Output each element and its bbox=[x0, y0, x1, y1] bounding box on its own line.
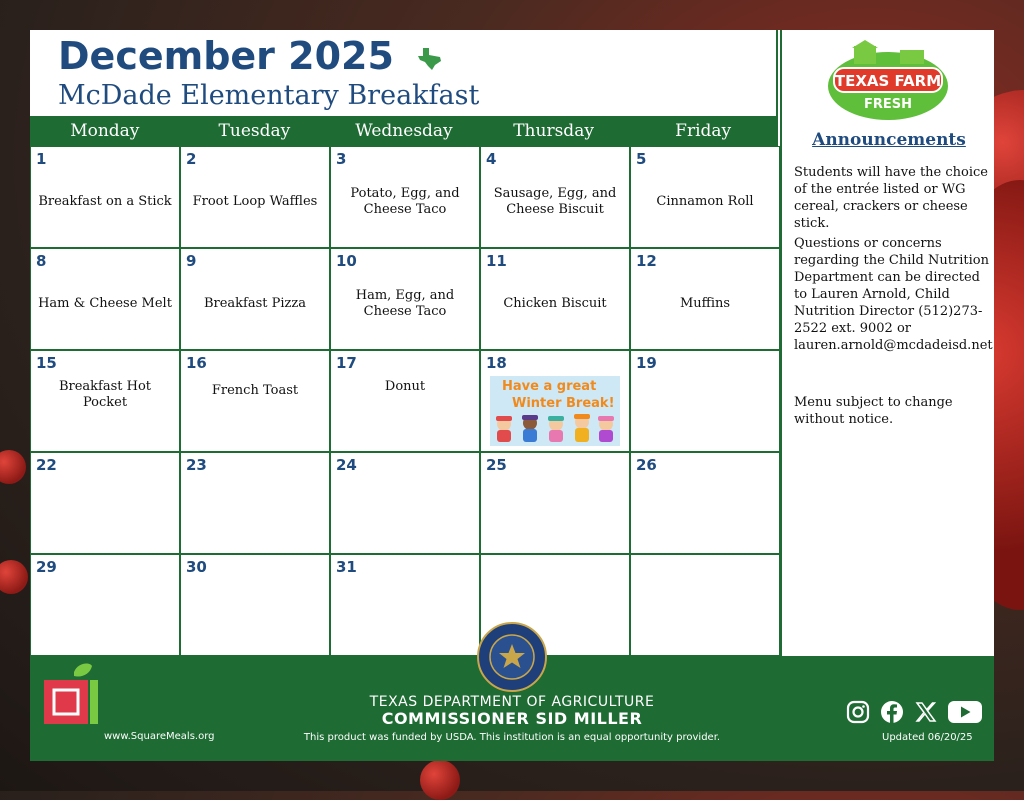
menu-item: Donut bbox=[384, 379, 426, 394]
menu-sheet bbox=[30, 30, 994, 761]
social-links bbox=[846, 700, 982, 724]
day-number: 12 bbox=[636, 252, 657, 270]
calendar-day-cell bbox=[630, 350, 780, 452]
calendar-day-cell bbox=[330, 146, 480, 248]
calendar-day-cell bbox=[180, 248, 330, 350]
header bbox=[30, 30, 778, 116]
menu-item: Ham, Egg, and Cheese Taco bbox=[355, 288, 455, 319]
announcements-title: Announcements bbox=[812, 130, 966, 150]
calendar-day-cell bbox=[630, 146, 780, 248]
commissioner-name: COMMISSIONER SID MILLER bbox=[381, 709, 643, 728]
calendar-day-cell bbox=[330, 554, 480, 656]
menu-item: Potato, Egg, and Cheese Taco bbox=[350, 186, 460, 217]
calendar-day-cell bbox=[480, 146, 630, 248]
day-number: 30 bbox=[186, 558, 207, 576]
logo-text-line2: FRESH bbox=[863, 97, 913, 112]
calendar-day-cell bbox=[180, 146, 330, 248]
calendar-day-cell bbox=[630, 248, 780, 350]
day-number: 11 bbox=[486, 252, 507, 270]
instagram-icon[interactable] bbox=[846, 700, 870, 724]
calendar-day-cell bbox=[330, 350, 480, 452]
footer bbox=[30, 656, 994, 761]
texas-agriculture-seal-icon bbox=[477, 622, 547, 692]
facebook-icon[interactable] bbox=[880, 700, 904, 724]
x-icon[interactable] bbox=[914, 700, 938, 724]
day-number: 1 bbox=[36, 150, 47, 168]
day-number: 22 bbox=[36, 456, 57, 474]
menu-item: Cinnamon Roll bbox=[656, 194, 754, 209]
day-number: 2 bbox=[186, 150, 197, 168]
background-berry bbox=[0, 560, 28, 594]
day-number: 5 bbox=[636, 150, 647, 168]
winter-break-banner bbox=[490, 376, 620, 446]
calendar-grid bbox=[30, 146, 780, 656]
weekday-header: Tuesday bbox=[218, 121, 291, 141]
weekday-header: Friday bbox=[675, 121, 732, 141]
day-number: 3 bbox=[336, 150, 347, 168]
day-number: 26 bbox=[636, 456, 657, 474]
logo-text-line1: TEXAS FARM bbox=[834, 72, 942, 90]
funding-note: This product was funded by USDA. This institution is an equal opportunity provider. bbox=[303, 732, 721, 743]
menu-item: Breakfast Hot Pocket bbox=[58, 379, 152, 410]
calendar-day-cell bbox=[30, 350, 180, 452]
background-berry bbox=[0, 450, 26, 484]
day-number: 24 bbox=[336, 456, 357, 474]
day-number: 10 bbox=[336, 252, 357, 270]
day-number: 16 bbox=[186, 354, 207, 372]
day-number: 15 bbox=[36, 354, 57, 372]
calendar-day-cell bbox=[480, 350, 630, 452]
menu-item: Sausage, Egg, and Cheese Biscuit bbox=[493, 186, 617, 217]
day-number: 17 bbox=[336, 354, 357, 372]
menu-item: Ham & Cheese Melt bbox=[38, 296, 172, 311]
calendar-day-cell bbox=[30, 146, 180, 248]
youtube-icon[interactable] bbox=[948, 700, 982, 724]
agency-name: TEXAS DEPARTMENT OF AGRICULTURE bbox=[369, 694, 655, 710]
calendar-day-cell bbox=[330, 452, 480, 554]
updated-date: Updated 06/20/25 bbox=[882, 732, 973, 743]
calendar-day-cell bbox=[480, 248, 630, 350]
day-number: 18 bbox=[486, 354, 507, 372]
announcement-paragraph: Questions or concerns regarding the Child Nutrition Department can be directed to Lauren Arnold, Child Nutrition Director (512)273-2522 ext. 9002 or lauren.arnold@mcdadeisd.net bbox=[794, 236, 993, 353]
calendar-day-cell bbox=[30, 248, 180, 350]
winter-banner-line1: Have a great bbox=[502, 379, 597, 394]
menu-item: Breakfast on a Stick bbox=[38, 194, 172, 209]
menu-item: French Toast bbox=[211, 383, 299, 398]
weekday-header: Thursday bbox=[513, 121, 594, 141]
calendar-day-cell bbox=[330, 248, 480, 350]
day-number: 23 bbox=[186, 456, 207, 474]
calendar-day-cell bbox=[630, 452, 780, 554]
menu-item: Muffins bbox=[679, 296, 731, 311]
menu-item: Froot Loop Waffles bbox=[192, 194, 318, 209]
calendar-day-cell bbox=[180, 452, 330, 554]
calendar-day-cell bbox=[180, 350, 330, 452]
announcements-sidebar bbox=[780, 30, 994, 656]
winter-banner-line2: Winter Break! bbox=[512, 396, 615, 411]
page-title: December 2025 bbox=[58, 34, 443, 78]
calendar-day-cell bbox=[180, 554, 330, 656]
calendar-day-cell bbox=[30, 452, 180, 554]
calendar-day-cell bbox=[480, 452, 630, 554]
day-number: 9 bbox=[186, 252, 197, 270]
calendar-day-cell bbox=[30, 554, 180, 656]
weekday-header: Wednesday bbox=[355, 121, 453, 141]
day-number: 8 bbox=[36, 252, 47, 270]
menu-item: Breakfast Pizza bbox=[203, 296, 307, 311]
texas-state-icon bbox=[417, 47, 443, 71]
weekday-header-row bbox=[30, 116, 778, 146]
weekday-header: Monday bbox=[70, 121, 140, 141]
page-subtitle: McDade Elementary Breakfast bbox=[58, 80, 480, 111]
day-number: 4 bbox=[486, 150, 497, 168]
day-number: 19 bbox=[636, 354, 657, 372]
menu-item: Chicken Biscuit bbox=[503, 296, 607, 311]
calendar-day-cell bbox=[630, 554, 780, 656]
day-number: 31 bbox=[336, 558, 357, 576]
announcement-paragraph: Menu subject to change without notice. bbox=[794, 395, 953, 427]
day-number: 29 bbox=[36, 558, 57, 576]
square-meals-link[interactable]: www.SquareMeals.org bbox=[104, 731, 215, 742]
announcement-paragraph: Students will have the choice of the entrée listed or WG cereal, crackers or cheese stick. bbox=[794, 165, 988, 231]
texas-farm-fresh-logo bbox=[824, 40, 952, 124]
day-number: 25 bbox=[486, 456, 507, 474]
background-berry bbox=[420, 760, 460, 800]
